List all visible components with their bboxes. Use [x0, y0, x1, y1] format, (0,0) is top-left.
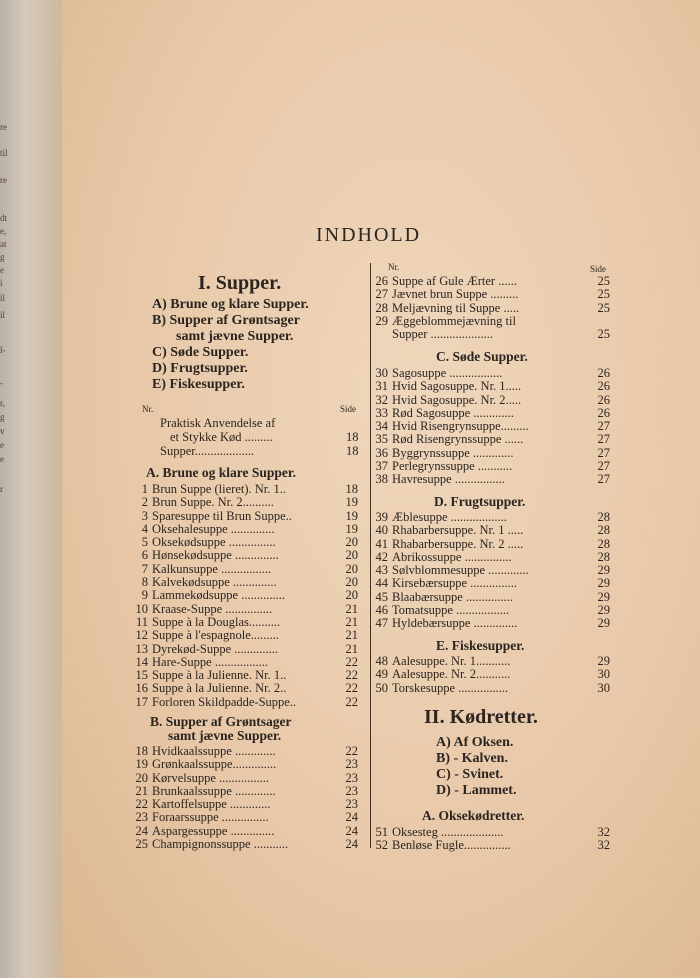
- entry-number: 4: [141, 521, 148, 536]
- entry-page: 26: [597, 366, 610, 380]
- entry-page: 20: [345, 575, 358, 590]
- entry-number: 13: [135, 641, 148, 656]
- entry-page: 23: [345, 797, 358, 812]
- entry-number: 34: [375, 419, 388, 434]
- entry-title: Supper ....................: [392, 327, 494, 342]
- entry-page: 27: [597, 419, 610, 434]
- entry-number: 47: [375, 616, 388, 631]
- entry-title: Brunkaalssuppe .............: [152, 783, 276, 798]
- subsection-list-item: A) Af Oksen.: [436, 735, 514, 750]
- toc-entry: [134, 629, 362, 642]
- toc-entry: [134, 838, 362, 851]
- entry-number: 46: [375, 603, 388, 618]
- toc-entry: [134, 510, 362, 523]
- chapter-heading: II. Kødretter.: [424, 706, 538, 728]
- entry-page: 22: [345, 744, 358, 758]
- entry-page: 19: [345, 495, 358, 510]
- entry-title: Brun Suppe (lieret). Nr. 1..: [152, 482, 287, 496]
- entry-title: Rhabarbersuppe. Nr. 1 .....: [392, 523, 524, 538]
- entry-title: Rhabarbersuppe. Nr. 2 .....: [392, 536, 524, 551]
- entry-number: 28: [375, 300, 388, 315]
- subsection-list-item: D) - Lammet.: [436, 783, 517, 798]
- adjacent-page-edge: [0, 0, 64, 978]
- toc-entry: [374, 433, 610, 446]
- toc-entry: [134, 811, 362, 824]
- column-header-side: Side: [590, 264, 607, 274]
- margin-fragment: til: [0, 148, 8, 158]
- intro-page: 18: [346, 444, 359, 458]
- toc-entry: [374, 380, 610, 393]
- column-header-nr: Nr.: [388, 262, 400, 272]
- toc-entry: [374, 551, 610, 564]
- entry-number: 12: [135, 628, 148, 643]
- entry-title: Kalkunsuppe ................: [152, 561, 272, 576]
- entry-number: 33: [375, 405, 388, 420]
- toc-entry: [374, 473, 610, 486]
- entry-page: 29: [597, 603, 610, 618]
- entry-number: 23: [135, 810, 148, 825]
- entry-page: 20: [345, 588, 358, 603]
- entry-title: Aalesuppe. Nr. 1...........: [392, 654, 511, 668]
- toc-entry: [374, 407, 610, 420]
- toc-list-b: [134, 745, 362, 851]
- entry-page: 27: [597, 472, 610, 487]
- entry-title: Lammekødsuppe ..............: [152, 588, 285, 603]
- toc-entry: [134, 523, 362, 536]
- toc-list-d: [374, 511, 610, 631]
- entry-title: Hønsekødsuppe ..............: [152, 548, 279, 563]
- entry-page: 22: [345, 694, 358, 709]
- entry-title: Sølvblommesuppe .............: [392, 563, 529, 578]
- toc-entry: [134, 563, 362, 576]
- subsection-list-item: C) - Svinet.: [436, 767, 504, 782]
- entry-page: 30: [597, 680, 610, 695]
- entry-page: 18: [345, 482, 358, 496]
- margin-fragment: at: [0, 239, 7, 249]
- toc-entry: [374, 302, 610, 315]
- entry-page: 27: [597, 432, 610, 447]
- toc-entry: [134, 643, 362, 656]
- entry-number: 24: [135, 823, 148, 838]
- entry-page: 26: [597, 405, 610, 420]
- entry-title: Kartoffelsuppe .............: [152, 797, 271, 812]
- entry-title: Perlegrynssuppe ...........: [392, 459, 513, 474]
- column-header-nr: Nr.: [142, 404, 154, 414]
- toc-entry: [134, 496, 362, 509]
- entry-page: 22: [345, 668, 358, 683]
- entry-page: 29: [597, 576, 610, 591]
- toc-entry: [374, 524, 610, 537]
- toc-entry: [134, 589, 362, 602]
- entry-page: 27: [597, 459, 610, 474]
- entry-title: Tomatsuppe .................: [392, 603, 510, 618]
- entry-title: Blaabærsuppe ...............: [392, 589, 513, 604]
- entry-title: Suppe à la Douglas..........: [152, 614, 281, 629]
- entry-page: 30: [597, 667, 610, 682]
- entry-page: 21: [345, 641, 358, 656]
- toc-entry: [374, 564, 610, 577]
- entry-title: Kraase-Suppe ...............: [152, 601, 273, 616]
- entry-page: 28: [597, 523, 610, 538]
- entry-title: Jævnet brun Suppe .........: [392, 287, 519, 302]
- entry-page: 29: [597, 654, 610, 668]
- column-header-side: Side: [340, 404, 357, 414]
- entry-title: Hvidkaalssuppe .............: [152, 744, 276, 758]
- entry-page: 28: [597, 536, 610, 551]
- entry-number: 43: [375, 563, 388, 578]
- entry-number: 42: [375, 549, 388, 564]
- subsection-list-item: E) Fiskesupper.: [152, 377, 245, 392]
- chapter-heading: I. Supper.: [198, 272, 282, 294]
- toc-entry: [374, 420, 610, 433]
- section-heading: A. Oksekødretter.: [422, 808, 525, 823]
- entry-title: Oksehalesuppe ..............: [152, 521, 275, 536]
- intro-line: Supper...................: [160, 444, 255, 458]
- margin-fragment: -: [0, 378, 3, 388]
- entry-number: 10: [135, 601, 148, 616]
- entry-number: 37: [375, 459, 388, 474]
- entry-page: 24: [345, 823, 358, 838]
- entry-title: Suppe à la Julienne. Nr. 1..: [152, 668, 287, 683]
- entry-number: 52: [375, 838, 388, 853]
- entry-page: 20: [345, 561, 358, 576]
- entry-number: 38: [375, 472, 388, 487]
- toc-entry: [134, 696, 362, 709]
- toc-list-a: [134, 483, 362, 709]
- entry-page: 28: [597, 549, 610, 564]
- toc-entry: [134, 772, 362, 785]
- entry-title: Foraarssuppe ...............: [152, 810, 269, 825]
- entry-title: Suppe af Gule Ærter ......: [392, 274, 517, 288]
- entry-number: 31: [375, 379, 388, 394]
- entry-title: Byggrynssuppe .............: [392, 445, 514, 460]
- entry-page: 32: [597, 838, 610, 853]
- section-heading: E. Fiskesupper.: [436, 638, 525, 653]
- toc-entry: [134, 758, 362, 771]
- entry-number: 49: [375, 667, 388, 682]
- entry-number: 11: [135, 614, 148, 629]
- margin-fragment: l-: [0, 345, 6, 355]
- entry-page: 29: [597, 563, 610, 578]
- entry-page: 25: [597, 274, 610, 288]
- entry-number: 44: [375, 576, 388, 591]
- entry-number: 9: [141, 588, 148, 603]
- margin-fragment: e: [0, 265, 4, 275]
- entry-number: 32: [375, 392, 388, 407]
- entry-number: 17: [135, 694, 148, 709]
- toc-entry: [134, 656, 362, 669]
- entry-number: 20: [135, 770, 148, 785]
- toc-entry: [134, 616, 362, 629]
- entry-title: Æggeblommejævning til: [392, 313, 516, 328]
- entry-title: Suppe à l'espagnole.........: [152, 628, 279, 643]
- entry-title: Rød Risengrynssuppe ......: [392, 432, 524, 447]
- entry-title: Benløse Fugle...............: [392, 838, 511, 853]
- entry-page: 23: [345, 757, 358, 772]
- entry-page: 19: [345, 508, 358, 523]
- entry-number: 40: [375, 523, 388, 538]
- entry-page: 25: [597, 300, 610, 315]
- toc-entry: [374, 394, 610, 407]
- entry-page: 29: [597, 589, 610, 604]
- entry-page: 22: [345, 681, 358, 696]
- toc-entry: [374, 839, 610, 852]
- entry-page: 23: [345, 783, 358, 798]
- entry-title: Brun Suppe. Nr. 2..........: [152, 495, 274, 510]
- subsection-list-item: B) Supper af Grøntsager: [152, 313, 300, 328]
- entry-title: Oksesteg ....................: [392, 825, 504, 839]
- section-heading: C. Søde Supper.: [436, 349, 528, 364]
- entry-number: 26: [375, 274, 388, 288]
- margin-fragment: e: [0, 454, 4, 464]
- entry-number: 25: [135, 837, 148, 852]
- toc-entry: [374, 577, 610, 590]
- entry-title: Hvid Sagosuppe. Nr. 2.....: [392, 392, 522, 407]
- toc-entry: [374, 315, 610, 328]
- toc-entry: [134, 785, 362, 798]
- entry-title: Kalvekødsuppe ..............: [152, 575, 277, 590]
- entry-title: Aalesuppe. Nr. 2...........: [392, 667, 511, 682]
- entry-number: 27: [375, 287, 388, 302]
- entry-page: 23: [345, 770, 358, 785]
- entry-number: 51: [375, 825, 388, 839]
- margin-fragment: re: [0, 175, 7, 185]
- margin-fragment: il: [0, 310, 6, 320]
- toc-entry: [374, 655, 610, 668]
- toc-entry: [374, 604, 610, 617]
- entry-number: 2: [141, 495, 148, 510]
- entry-title: Champignonssuppe ...........: [152, 837, 289, 852]
- entry-page: 27: [597, 445, 610, 460]
- entry-number: 30: [375, 366, 388, 380]
- entry-title: Dyrekød-Suppe ..............: [152, 641, 279, 656]
- toc-entry: [134, 798, 362, 811]
- entry-page: 20: [345, 548, 358, 563]
- margin-fragment: e,: [0, 226, 7, 236]
- toc-entry: [134, 536, 362, 549]
- toc-entry: [374, 511, 610, 524]
- section-heading: B. Supper af Grøntsager: [150, 714, 292, 729]
- entry-title: Havresuppe ................: [392, 472, 505, 487]
- toc-list-e: [374, 655, 610, 695]
- margin-fragment: il: [0, 293, 6, 303]
- section-heading: A. Brune og klare Supper.: [146, 465, 297, 480]
- entry-number: 41: [375, 536, 388, 551]
- toc-entry: [134, 745, 362, 758]
- entry-page: 21: [345, 628, 358, 643]
- entry-number: 6: [141, 548, 148, 563]
- toc-entry: [134, 576, 362, 589]
- subsection-list-item: B) - Kalven.: [436, 751, 508, 766]
- intro-page: 18: [346, 430, 359, 444]
- toc-entry: [374, 367, 610, 380]
- section-heading: D. Frugtsupper.: [434, 494, 526, 509]
- subsection-list-item: C) Søde Supper.: [152, 345, 249, 360]
- entry-title: Hyldebærsuppe ..............: [392, 616, 518, 631]
- intro-line: et Stykke Kød .........: [170, 430, 273, 444]
- entry-title: Grønkaalssuppe..............: [152, 757, 277, 772]
- entry-page: 19: [345, 521, 358, 536]
- entry-title: Oksekødsuppe ...............: [152, 535, 276, 550]
- toc-list-meat: [374, 826, 610, 853]
- toc-entry: [374, 682, 610, 695]
- toc-entry: [374, 288, 610, 301]
- entry-number: 50: [375, 680, 388, 695]
- entry-page: 32: [597, 825, 610, 839]
- entry-number: 7: [141, 561, 148, 576]
- margin-fragment: g: [0, 412, 5, 422]
- entry-page: 21: [345, 614, 358, 629]
- entry-title: Aspargessuppe ..............: [152, 823, 275, 838]
- entry-number: 36: [375, 445, 388, 460]
- entry-number: 18: [135, 744, 148, 758]
- entry-title: Torskesuppe ................: [392, 680, 509, 695]
- entry-number: 22: [135, 797, 148, 812]
- entry-number: 29: [375, 313, 388, 328]
- entry-number: 3: [141, 508, 148, 523]
- entry-number: 16: [135, 681, 148, 696]
- entry-title: Abrikossuppe ...............: [392, 549, 512, 564]
- entry-title: Sparesuppe til Brun Suppe..: [152, 508, 292, 523]
- entry-page: 24: [345, 810, 358, 825]
- margin-fragment: e: [0, 440, 4, 450]
- entry-number: 48: [375, 654, 388, 668]
- margin-fragment: i: [0, 278, 3, 288]
- intro-line: Praktisk Anvendelse af: [160, 416, 276, 430]
- toc-entry: [374, 328, 610, 341]
- entry-page: 26: [597, 392, 610, 407]
- entry-page: 25: [597, 287, 610, 302]
- entry-number: 1: [141, 482, 148, 496]
- page-title: INDHOLD: [316, 224, 422, 246]
- toc-entry: [134, 549, 362, 562]
- entry-page: 28: [597, 510, 610, 524]
- entry-page: 25: [597, 327, 610, 342]
- entry-page: 21: [345, 601, 358, 616]
- toc-entry: [134, 825, 362, 838]
- entry-page: 26: [597, 379, 610, 394]
- toc-entry: [374, 275, 610, 288]
- entry-page: 24: [345, 837, 358, 852]
- entry-title: Kørvelsuppe ................: [152, 770, 269, 785]
- entry-title: Æblesuppe ..................: [392, 510, 507, 524]
- entry-page: 29: [597, 616, 610, 631]
- entry-number: 35: [375, 432, 388, 447]
- toc-entry: [134, 603, 362, 616]
- entry-number: 21: [135, 783, 148, 798]
- subsection-list-item: D) Frugtsupper.: [152, 361, 248, 376]
- entry-title: Hvid Risengrynsuppe.........: [392, 419, 529, 434]
- entry-number: 8: [141, 575, 148, 590]
- toc-entry: [134, 483, 362, 496]
- column-divider: [370, 263, 371, 848]
- entry-number: 19: [135, 757, 148, 772]
- entry-number: 45: [375, 589, 388, 604]
- margin-fragment: re: [0, 122, 7, 132]
- entry-title: Sagosuppe .................: [392, 366, 503, 380]
- toc-entry: [134, 682, 362, 695]
- toc-entry: [374, 460, 610, 473]
- entry-title: Kirsebærsuppe ...............: [392, 576, 517, 591]
- entry-title: Suppe à la Julienne. Nr. 2..: [152, 681, 287, 696]
- entry-number: 14: [135, 654, 148, 669]
- entry-number: 5: [141, 535, 148, 550]
- margin-fragment: r,: [0, 398, 5, 408]
- entry-title: Forloren Skildpadde-Suppe..: [152, 694, 297, 709]
- entry-number: 39: [375, 510, 388, 524]
- subsection-list-item: samt jævne Supper.: [176, 329, 294, 344]
- toc-entry: [374, 617, 610, 630]
- toc-entry: [374, 826, 610, 839]
- margin-fragment: v: [0, 426, 5, 436]
- toc-entry: [374, 591, 610, 604]
- toc-list-b-cont: [374, 275, 610, 341]
- toc-list-c: [374, 367, 610, 487]
- toc-entry: [374, 668, 610, 681]
- entry-number: 15: [135, 668, 148, 683]
- margin-fragment: g: [0, 252, 5, 262]
- toc-entry: [134, 669, 362, 682]
- entry-title: Rød Sagosuppe .............: [392, 405, 514, 420]
- margin-fragment: r: [0, 484, 3, 494]
- entry-page: 22: [345, 654, 358, 669]
- margin-fragment: dt: [0, 213, 8, 223]
- subsection-list-item: A) Brune og klare Supper.: [152, 297, 309, 312]
- entry-title: Hvid Sagosuppe. Nr. 1.....: [392, 379, 522, 394]
- section-heading: samt jævne Supper.: [168, 728, 282, 743]
- toc-entry: [374, 538, 610, 551]
- entry-title: Meljævning til Suppe .....: [392, 300, 520, 315]
- entry-title: Hare-Suppe .................: [152, 654, 268, 669]
- toc-entry: [374, 447, 610, 460]
- entry-page: 20: [345, 535, 358, 550]
